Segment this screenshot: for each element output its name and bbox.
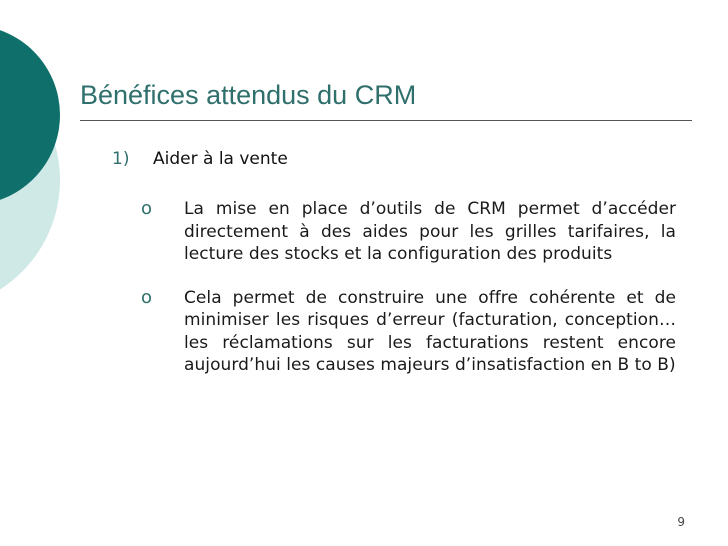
- title-divider: [80, 120, 692, 121]
- page-number: 9: [677, 515, 685, 529]
- slide-title: Bénéfices attendus du CRM: [80, 80, 417, 110]
- bullet-item: [141, 198, 676, 266]
- corner-decoration: [0, 0, 100, 300]
- bullet-text: La mise en place d’outils de CRM permet d’accéder directement à des aides pour les grilles tarifaires, la lecture des stocks et la configuration des produits: [184, 199, 676, 264]
- section-heading: [112, 148, 672, 170]
- bullet-marker: o: [141, 286, 153, 308]
- bullet-marker: o: [141, 198, 153, 219]
- section-label: Aider à la vente: [153, 149, 288, 169]
- bullet-item: [141, 287, 676, 377]
- bullet-list: [141, 198, 676, 398]
- section-number: 1): [112, 149, 130, 169]
- bullet-text: Cela permet de construire une offre cohérente et de minimiser les risques d’erreur (facturation, conception…les réclamations sur les facturations restent encore aujourd’hui les causes majeurs d’insatisfaction en B to B): [184, 287, 676, 375]
